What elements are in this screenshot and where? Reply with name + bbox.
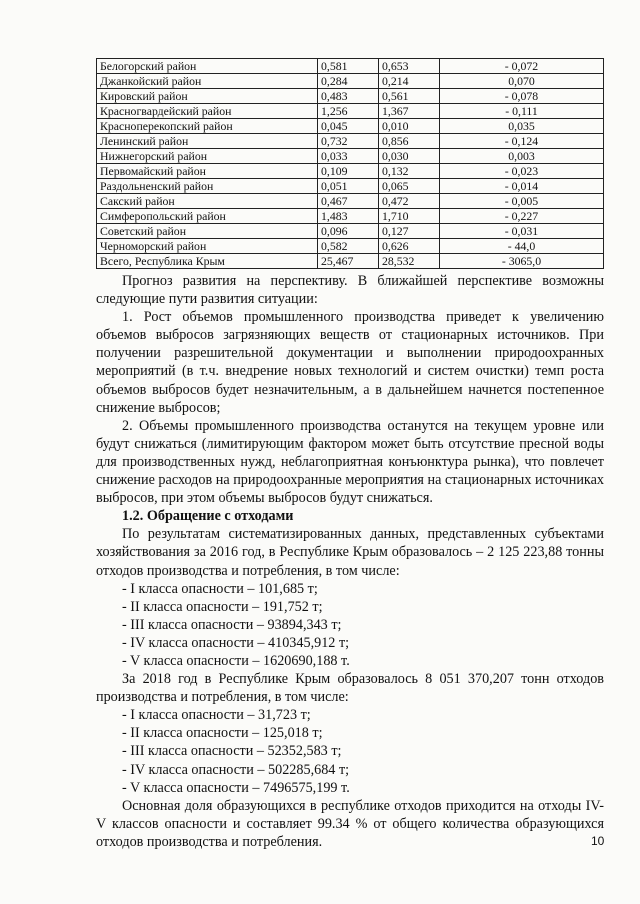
table-row: [97, 59, 604, 74]
value-b-cell: 28,532: [379, 254, 440, 269]
difference-cell: - 0,023: [440, 164, 604, 179]
list-item-2016: - II класса опасности – 191,752 т;: [122, 598, 323, 615]
district-name-cell: Красногвардейский район: [97, 104, 318, 119]
table-row: [97, 134, 604, 149]
value-b-cell: 0,065: [379, 179, 440, 194]
district-name-cell: Советский район: [97, 224, 318, 239]
difference-cell: - 0,014: [440, 179, 604, 194]
list-item-2018: - I класса опасности – 31,723 т;: [122, 707, 311, 724]
district-name-cell: Симферопольский район: [97, 209, 318, 224]
table-row: [97, 119, 604, 134]
value-b-cell: 0,561: [379, 89, 440, 104]
district-name-cell: Сакский район: [97, 194, 318, 209]
difference-cell: - 0,031: [440, 224, 604, 239]
list-item-2018: - III класса опасности – 52352,583 т;: [122, 743, 342, 760]
district-name-cell: Ленинский район: [97, 134, 318, 149]
value-a-cell: 0,483: [318, 89, 379, 104]
value-a-cell: 1,256: [318, 104, 379, 119]
list-item-2018: - V класса опасности – 7496575,199 т.: [122, 779, 350, 796]
value-b-cell: 0,127: [379, 224, 440, 239]
value-b-cell: 1,710: [379, 209, 440, 224]
value-a-cell: 1,483: [318, 209, 379, 224]
table-row: [97, 224, 604, 239]
value-a-cell: 0,051: [318, 179, 379, 194]
table-row: [97, 254, 604, 269]
paragraph-2016-intro: По результатам систематизированных данных, представленных субъектами хозяйствования за 2016 год, в Республике Крым образовалось – 2 125 223,88 тонны отходов производства и потребления, в том числе:: [96, 526, 604, 579]
district-name-cell: Первомайский район: [97, 164, 318, 179]
paragraph-forecast: Прогноз развития на перспективу. В ближайшей перспективе возможны следующие пути развития ситуации:: [96, 273, 604, 308]
table-row: [97, 209, 604, 224]
value-b-cell: 0,653: [379, 59, 440, 74]
list-item-2016: - III класса опасности – 93894,343 т;: [122, 616, 342, 633]
list-item-2016: - I класса опасности – 101,685 т;: [122, 580, 318, 597]
table-row: [97, 89, 604, 104]
district-name-cell: Нижнегорский район: [97, 149, 318, 164]
table-row: [97, 74, 604, 89]
district-name-cell: Раздольненский район: [97, 179, 318, 194]
difference-cell: - 0,111: [440, 104, 604, 119]
table-row: [97, 149, 604, 164]
value-b-cell: 1,367: [379, 104, 440, 119]
district-name-cell: Кировский район: [97, 89, 318, 104]
difference-cell: 0,003: [440, 149, 604, 164]
difference-cell: - 0,072: [440, 59, 604, 74]
value-b-cell: 0,472: [379, 194, 440, 209]
district-name-cell: Черноморский район: [97, 239, 318, 254]
value-a-cell: 25,467: [318, 254, 379, 269]
paragraph-conclusion: Основная доля образующихся в республике отходов приходится на отходы IV-V классов опасности и составляет 99.34 % от общего количества образующихся отходов производства и потребления.: [96, 797, 604, 850]
value-a-cell: 0,581: [318, 59, 379, 74]
difference-cell: - 44,0: [440, 239, 604, 254]
table-row: [97, 179, 604, 194]
value-a-cell: 0,096: [318, 224, 379, 239]
table-row: [97, 194, 604, 209]
value-a-cell: 0,033: [318, 149, 379, 164]
paragraph-2018-intro: За 2018 год в Республике Крым образовалось 8 051 370,207 тонн отходов производства и потребления, в том числе:: [96, 671, 604, 706]
difference-cell: - 0,078: [440, 89, 604, 104]
emissions-table: [96, 58, 604, 269]
difference-cell: - 0,227: [440, 209, 604, 224]
district-name-cell: Белогорский район: [97, 59, 318, 74]
value-b-cell: 0,626: [379, 239, 440, 254]
value-a-cell: 0,732: [318, 134, 379, 149]
district-name-cell: Джанкойский район: [97, 74, 318, 89]
district-name-cell: Всего, Республика Крым: [97, 254, 318, 269]
difference-cell: - 3065,0: [440, 254, 604, 269]
district-name-cell: Красноперекопский район: [97, 119, 318, 134]
value-b-cell: 0,010: [379, 119, 440, 134]
value-a-cell: 0,045: [318, 119, 379, 134]
document-body: [96, 272, 604, 851]
difference-cell: 0,035: [440, 119, 604, 134]
list-item-2016: - V класса опасности – 1620690,188 т.: [122, 652, 350, 669]
list-item-2016: - IV класса опасности – 410345,912 т;: [122, 634, 350, 651]
value-b-cell: 0,030: [379, 149, 440, 164]
value-a-cell: 0,284: [318, 74, 379, 89]
value-b-cell: 0,214: [379, 74, 440, 89]
table-row: [97, 164, 604, 179]
value-b-cell: 0,856: [379, 134, 440, 149]
page-number: 10: [591, 834, 605, 848]
paragraph-scenario-2: 2. Объемы промышленного производства останутся на текущем уровне или будут снижаться (лимитирующим фактором может быть отсутствие пресной воды для производственных нужд, неблагоприятная конъюнктура рынка), что повлечет снижение расходов на природоохранные мероприятия на стационарных источниках выбросов, при этом объемы выбросов будут снижаться.: [96, 417, 604, 507]
value-a-cell: 0,109: [318, 164, 379, 179]
table-row: [97, 104, 604, 119]
section-heading: 1.2. Обращение с отходами: [122, 508, 294, 525]
value-a-cell: 0,582: [318, 239, 379, 254]
value-b-cell: 0,132: [379, 164, 440, 179]
difference-cell: - 0,005: [440, 194, 604, 209]
value-a-cell: 0,467: [318, 194, 379, 209]
list-item-2018: - IV класса опасности – 502285,684 т;: [122, 761, 350, 778]
difference-cell: 0,070: [440, 74, 604, 89]
list-item-2018: - II класса опасности – 125,018 т;: [122, 725, 323, 742]
table-row: [97, 239, 604, 254]
paragraph-scenario-1: 1. Рост объемов промышленного производства приведет к увеличению объемов выбросов загрязняющих веществ от стационарных источников. При получении разрешительной документации и выполнении природоохранных мероприятий (в т.ч. внедрение новых технологий и систем очистки) темп роста объемов выбросов будет незначительным, а в дальнейшем начнется постепенное снижение выбросов;: [96, 309, 604, 416]
difference-cell: - 0,124: [440, 134, 604, 149]
